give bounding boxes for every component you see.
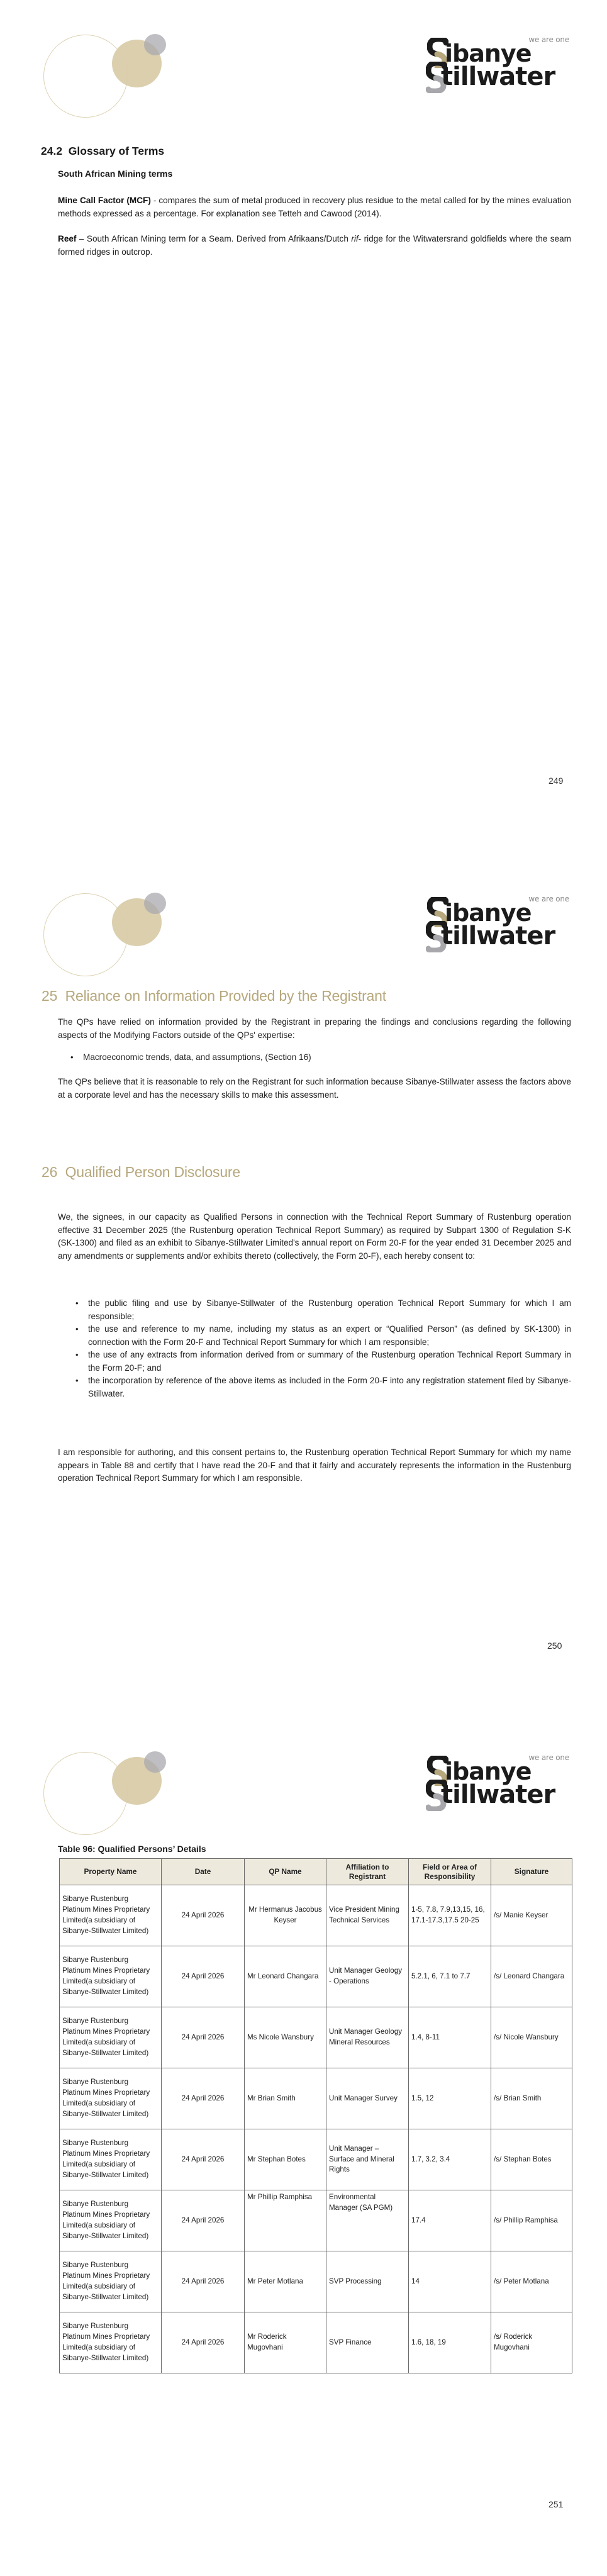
table-header-row bbox=[60, 1859, 572, 1885]
logo-word-stillwater: tillwater bbox=[441, 922, 555, 951]
bullet-item: • the incorporation by reference of the above items as included in the Form 20-F into any registration statement filed by Sibanye-Stillwater. bbox=[73, 1374, 571, 1400]
logo-word-sibanye: ibanye bbox=[445, 899, 532, 927]
cell-signature: /s/ Phillip Ramphisa bbox=[491, 2190, 572, 2251]
cell-affiliation: SVP Processing bbox=[326, 2251, 409, 2312]
section-25-intro: The QPs have relied on information provided by the Registrant in preparing the findings and conclusions regarding the following aspects of the Modifying Factors outside of the QPs' expertise: bbox=[58, 1017, 571, 1040]
glossary-term-reef: Reef – South African Mining term for a Seam. Derived from Afrikaans/Dutch rif- ridge for the Witwatersrand goldfields where the seam formed ridges in outcrop. bbox=[58, 234, 571, 257]
logo-word-stillwater: tillwater bbox=[441, 1780, 555, 1809]
cell-responsibility: 1.4, 8-11 bbox=[409, 2007, 491, 2068]
section-heading-26: 26 Qualified Person Disclosure bbox=[42, 1164, 240, 1180]
table-row bbox=[60, 2129, 572, 2190]
cell-signature: /s/ Roderick Mugovhani bbox=[491, 2312, 572, 2373]
page-number: 250 bbox=[547, 1641, 562, 1651]
table-row bbox=[60, 1946, 572, 2007]
cell-property: Sibanye Rustenburg Platinum Mines Proprietary Limited(a subsidiary of Sibanye-Stillwater Limited) bbox=[60, 2251, 162, 2312]
cell-property: Sibanye Rustenburg Platinum Mines Proprietary Limited(a subsidiary of Sibanye-Stillwater Limited) bbox=[60, 1885, 162, 1946]
cell-responsibility: 5.2.1, 6, 7.1 to 7.7 bbox=[409, 1946, 491, 2007]
bullet-item: • the use of any extracts from information derived from or summary of the Rustenburg operation Technical Report Summary in the Form 20-F; and bbox=[73, 1349, 571, 1374]
cell-property: Sibanye Rustenburg Platinum Mines Proprietary Limited(a subsidiary of Sibanye-Stillwater Limited) bbox=[60, 2312, 162, 2373]
glossary-term-mcf: Mine Call Factor (MCF) - compares the sum of metal produced in recovery plus residue to the metal called for by the mines evaluation methods expressed as a percentage. For explanation see Tetteh and Cawood (2014). bbox=[58, 196, 571, 218]
logo-word-stillwater: tillwater bbox=[441, 62, 555, 91]
section-heading-25: 25 Reliance on Information Provided by the Registrant bbox=[42, 988, 386, 1004]
table-row bbox=[60, 1885, 572, 1946]
cell-date: 24 April 2026 bbox=[162, 2251, 245, 2312]
cell-property: Sibanye Rustenburg Platinum Mines Proprietary Limited(a subsidiary of Sibanye-Stillwater Limited) bbox=[60, 2129, 162, 2190]
cell-affiliation: Unit Manager – Surface and Mineral Rights bbox=[326, 2129, 409, 2190]
cell-responsibility: 1-5, 7.8, 7.9,13,15, 16, 17.1-17.3,17.5 20-25 bbox=[409, 1885, 491, 1946]
column-header: Field or Area of Responsibility bbox=[409, 1859, 491, 1885]
logo-tagline: we are one bbox=[528, 35, 569, 44]
page-251 bbox=[0, 1717, 607, 2576]
logo-tagline: we are one bbox=[528, 1753, 569, 1762]
cell-date: 24 April 2026 bbox=[162, 2312, 245, 2373]
cell-property: Sibanye Rustenburg Platinum Mines Proprietary Limited(a subsidiary of Sibanye-Stillwater Limited) bbox=[60, 2190, 162, 2251]
table-row bbox=[60, 2007, 572, 2068]
sibanye-stillwater-logo bbox=[426, 35, 572, 93]
cell-property: Sibanye Rustenburg Platinum Mines Proprietary Limited(a subsidiary of Sibanye-Stillwater Limited) bbox=[60, 2007, 162, 2068]
section-25-closing: The QPs believe that it is reasonable to rely on the Registrant for such information because Sibanye-Stillwater assess the factors above at a corporate level and has the necessary skills to make this assessment. bbox=[58, 1077, 571, 1100]
sibanye-stillwater-logo bbox=[426, 1753, 572, 1811]
column-header: QP Name bbox=[245, 1859, 326, 1885]
cell-qp-name: Mr Hermanus Jacobus Keyser bbox=[245, 1885, 326, 1946]
term-label: Mine Call Factor (MCF) bbox=[58, 196, 151, 205]
subheading-sa-mining-terms: South African Mining terms bbox=[58, 169, 173, 179]
cell-date: 24 April 2026 bbox=[162, 2007, 245, 2068]
section-26-closing: I am responsible for authoring, and this consent pertains to, the Rustenburg operation Technical Report Summary for which my name appears in Table 88 and certify that I have read the 20-F and that it fairly and accurately represents the information in the Rustenburg operation Technical Report Summary for which I am responsible. bbox=[58, 1447, 571, 1483]
column-header: Date bbox=[162, 1859, 245, 1885]
section-heading-24-2: 24.2 Glossary of Terms bbox=[41, 145, 165, 157]
cell-responsibility: 1.6, 18, 19 bbox=[409, 2312, 491, 2373]
qualified-persons-table bbox=[59, 1858, 572, 2373]
cell-signature: /s/ Brian Smith bbox=[491, 2068, 572, 2129]
cell-qp-name: Mr Peter Motlana bbox=[245, 2251, 326, 2312]
column-header: Affiliation to Registrant bbox=[326, 1859, 409, 1885]
logo-tagline: we are one bbox=[528, 895, 569, 903]
cell-qp-name: Mr Phillip Ramphisa bbox=[245, 2190, 326, 2251]
bullet-item: • the public filing and use by Sibanye-Stillwater of the Rustenburg operation Technical Report Summary for which I am responsible; bbox=[73, 1297, 571, 1323]
cell-responsibility: 14 bbox=[409, 2251, 491, 2312]
section-26-bullets bbox=[73, 1297, 571, 1400]
cell-signature: /s/ Peter Motlana bbox=[491, 2251, 572, 2312]
term-label: Reef bbox=[58, 234, 77, 243]
cell-affiliation: Unit Manager Geology - Operations bbox=[326, 1946, 409, 2007]
cell-property: Sibanye Rustenburg Platinum Mines Proprietary Limited(a subsidiary of Sibanye-Stillwater Limited) bbox=[60, 1946, 162, 2007]
table-row bbox=[60, 2251, 572, 2312]
page-250 bbox=[0, 859, 607, 1714]
cell-responsibility: 1.5, 12 bbox=[409, 2068, 491, 2129]
bullet-item: • the use and reference to my name, including my status as an expert or “Qualified Person” (as defined by SK-1300) in connection with the Form 20-F and Technical Report Summary for which I am responsible; bbox=[73, 1323, 571, 1349]
cell-signature: /s/ Nicole Wansbury bbox=[491, 2007, 572, 2068]
cell-date: 24 April 2026 bbox=[162, 1946, 245, 2007]
page-number: 249 bbox=[549, 776, 564, 786]
cell-signature: /s/ Manie Keyser bbox=[491, 1885, 572, 1946]
logo-word-sibanye: ibanye bbox=[445, 40, 532, 67]
cell-qp-name: Mr Leonard Changara bbox=[245, 1946, 326, 2007]
cell-affiliation: Unit Manager Geology Mineral Resources bbox=[326, 2007, 409, 2068]
cell-date: 24 April 2026 bbox=[162, 1885, 245, 1946]
section-26-intro: We, the signees, in our capacity as Qualified Persons in connection with the Technical Report Summary of Rustenburg operation effective 31 December 2025 (the Rustenburg operation Technical Report Summary) as required by Subpart 1300 of Regulation S-K (SK-1300) and filed as an exhibit to Sibanye-Stillwater Limited's annual report on Form 20-F for the year ended 31 December 2025 and any amendments or supplements and/or exhibits thereto (collectively, the Form 20-F), each hereby consent to: bbox=[58, 1212, 571, 1261]
cell-affiliation: Vice President Mining Technical Services bbox=[326, 1885, 409, 1946]
cell-date: 24 April 2026 bbox=[162, 2190, 245, 2251]
sibanye-stillwater-logo bbox=[426, 895, 572, 952]
cell-affiliation: Environmental Manager (SA PGM) bbox=[326, 2190, 409, 2251]
cell-responsibility: 1.7, 3.2, 3.4 bbox=[409, 2129, 491, 2190]
column-header: Signature bbox=[491, 1859, 572, 1885]
table-row bbox=[60, 2190, 572, 2251]
cell-affiliation: SVP Finance bbox=[326, 2312, 409, 2373]
bullet-item: • Macroeconomic trends, data, and assumptions, (Section 16) bbox=[68, 1051, 571, 1064]
cell-responsibility: 17.4 bbox=[409, 2190, 491, 2251]
cell-qp-name: Mr Roderick Mugovhani bbox=[245, 2312, 326, 2373]
term-definition: compares the sum of metal produced in recovery plus residue to the metal called for by the mines evaluation methods expressed as a percentage. For explanation see Tetteh and Cawood (2014). bbox=[58, 196, 571, 218]
cell-property: Sibanye Rustenburg Platinum Mines Proprietary Limited(a subsidiary of Sibanye-Stillwater Limited) bbox=[60, 2068, 162, 2129]
cell-date: 24 April 2026 bbox=[162, 2068, 245, 2129]
section-25-bullets bbox=[68, 1051, 571, 1064]
logo-word-sibanye: ibanye bbox=[445, 1758, 532, 1785]
table-row bbox=[60, 2312, 572, 2373]
cell-date: 24 April 2026 bbox=[162, 2129, 245, 2190]
cell-signature: /s/ Leonard Changara bbox=[491, 1946, 572, 2007]
cell-signature: /s/ Stephan Botes bbox=[491, 2129, 572, 2190]
cell-affiliation: Unit Manager Survey bbox=[326, 2068, 409, 2129]
column-header: Property Name bbox=[60, 1859, 162, 1885]
table-caption: Table 96: Qualified Persons’ Details bbox=[58, 1844, 206, 1854]
cell-qp-name: Mr Stephan Botes bbox=[245, 2129, 326, 2190]
table-row bbox=[60, 2068, 572, 2129]
page-249 bbox=[0, 0, 607, 837]
cell-qp-name: Ms Nicole Wansbury bbox=[245, 2007, 326, 2068]
cell-qp-name: Mr Brian Smith bbox=[245, 2068, 326, 2129]
page-number: 251 bbox=[549, 2499, 564, 2509]
